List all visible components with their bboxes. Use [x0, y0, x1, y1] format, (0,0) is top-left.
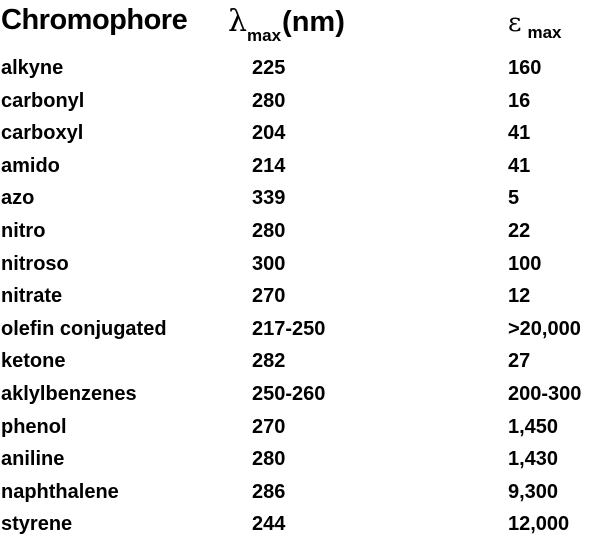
table-row: [0, 444, 600, 477]
epsilon-subscript: max: [527, 23, 562, 42]
epsilon-max-value: 5: [508, 187, 520, 210]
table-row: [0, 379, 600, 412]
chromophore-name: carbonyl: [1, 89, 85, 112]
header-lambda-max: [228, 4, 345, 45]
lambda-max-value: 225: [252, 57, 286, 79]
lambda-max-value: 280: [252, 219, 286, 242]
table-row: [0, 53, 600, 86]
table-row: [0, 477, 600, 510]
chromophore-name: nitroso: [1, 252, 69, 275]
table-row: [0, 281, 600, 314]
chromophore-name: amido: [1, 154, 60, 177]
lambda-max-value: 244: [252, 513, 286, 536]
table-row: [0, 249, 600, 282]
lambda-max-value: 270: [252, 285, 286, 308]
lambda-max-value: 204: [252, 122, 286, 145]
chromophore-name: nitrate: [1, 285, 63, 308]
table-row: [0, 509, 600, 542]
lambda-max-value: 217-250: [252, 317, 326, 340]
lambda-symbol: λ: [228, 4, 248, 39]
chromophore-name: naphthalene: [1, 480, 119, 503]
lambda-max-value: 339: [252, 187, 286, 210]
lambda-max-value: 300: [252, 252, 286, 275]
chromophore-name: nitro: [1, 219, 46, 242]
epsilon-max-value: 41: [508, 154, 531, 177]
table-body: [0, 53, 600, 542]
epsilon-max-value: 1,450: [508, 415, 559, 438]
table-row: [0, 118, 600, 151]
epsilon-max-value: 160: [508, 57, 542, 79]
table-header: [0, 0, 600, 44]
lambda-max-value: 214: [252, 154, 286, 177]
epsilon-max-value: 41: [508, 122, 531, 145]
table-row: [0, 412, 600, 445]
chromophore-name: azo: [1, 187, 35, 210]
epsilon-max-value: 16: [508, 89, 531, 112]
chromophore-name: aklylbenzenes: [1, 382, 137, 405]
lambda-max-value: 280: [252, 89, 286, 112]
chromophore-name: aniline: [1, 448, 65, 471]
chromophore-name: alkyne: [1, 57, 64, 79]
epsilon-max-value: >20,000: [508, 317, 581, 340]
epsilon-max-value: 12: [508, 285, 531, 308]
epsilon-symbol: ε: [508, 8, 522, 38]
lambda-max-value: 286: [252, 480, 286, 503]
lambda-max-value: 280: [252, 448, 286, 471]
epsilon-max-value: 200-300: [508, 382, 582, 405]
chromophore-name: carboxyl: [1, 122, 84, 145]
lambda-max-value: 282: [252, 350, 286, 373]
table-row: [0, 183, 600, 216]
header-chromophore: Chromophore: [1, 4, 188, 36]
table-row: [0, 86, 600, 119]
chromophore-name: olefin conjugated: [1, 317, 167, 340]
epsilon-max-value: 12,000: [508, 513, 570, 536]
epsilon-max-value: 22: [508, 219, 531, 242]
lambda-max-value: 250-260: [252, 382, 326, 405]
lambda-subscript: max: [247, 26, 282, 45]
header-epsilon-max: [508, 8, 562, 42]
epsilon-max-value: 100: [508, 252, 542, 275]
chromophore-name: ketone: [1, 350, 66, 373]
lambda-max-value: 270: [252, 415, 286, 438]
table-row: [0, 216, 600, 249]
chromophore-name: phenol: [1, 415, 67, 438]
chromophore-name: styrene: [1, 513, 73, 536]
epsilon-max-value: 1,430: [508, 448, 559, 471]
table-row: [0, 346, 600, 379]
table-row: [0, 314, 600, 347]
table-row: [0, 151, 600, 184]
epsilon-max-value: 27: [508, 350, 531, 373]
lambda-unit: (nm): [282, 6, 345, 38]
epsilon-max-value: 9,300: [508, 480, 559, 503]
